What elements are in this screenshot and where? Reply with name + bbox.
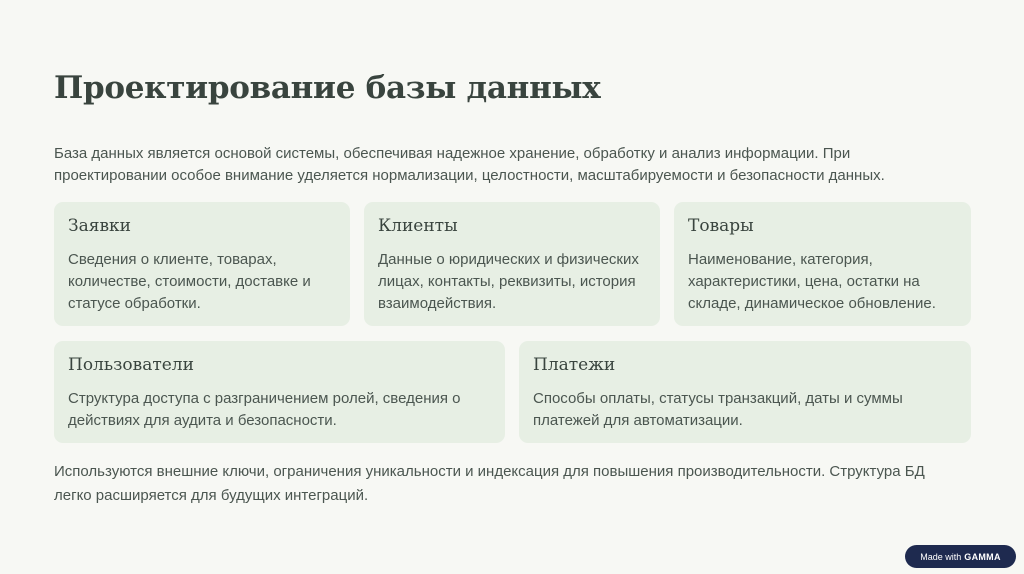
card-title: Заявки: [68, 216, 131, 236]
card-payments: [519, 341, 971, 443]
badge-prefix: Made with: [920, 551, 962, 562]
card-clients: [364, 202, 660, 326]
outro-paragraph: Используются внешние ключи, ограничения уникальности и индексация для повышения производительности. Структура БД легко расширяется для будущих интеграций.: [54, 463, 925, 504]
card-text: Структура доступа с разграничением ролей, сведения о действиях для аудита и безопасности.: [68, 390, 461, 429]
card-title: Пользователи: [68, 355, 194, 375]
card-text: Сведения о клиенте, товарах, количестве, стоимости, доставке и статусе обработки.: [68, 251, 311, 312]
card-text: Данные о юридических и физических лицах, контакты, реквизиты, история взаимодействия.: [378, 251, 639, 312]
card-text: Способы оплаты, статусы транзакций, даты и суммы платежей для автоматизации.: [533, 390, 903, 429]
gamma-logo: GAMMA: [964, 551, 1001, 562]
card-users: [54, 341, 505, 443]
card-products: [674, 202, 971, 326]
made-with-gamma-badge[interactable]: [905, 545, 1016, 568]
intro-paragraph: База данных является основой системы, обеспечивая надежное хранение, обработку и анализ информации. При проектировании особое внимание уделяется нормализации, целостности, масштабируемости и безопасности данных.: [54, 145, 885, 184]
page-title: Проектирование базы данных: [54, 70, 601, 106]
card-title: Клиенты: [378, 216, 458, 236]
card-title: Товары: [688, 216, 754, 236]
card-orders: [54, 202, 350, 326]
card-text: Наименование, категория, характеристики, цена, остатки на складе, динамическое обновление.: [688, 251, 936, 312]
card-title: Платежи: [533, 355, 616, 375]
